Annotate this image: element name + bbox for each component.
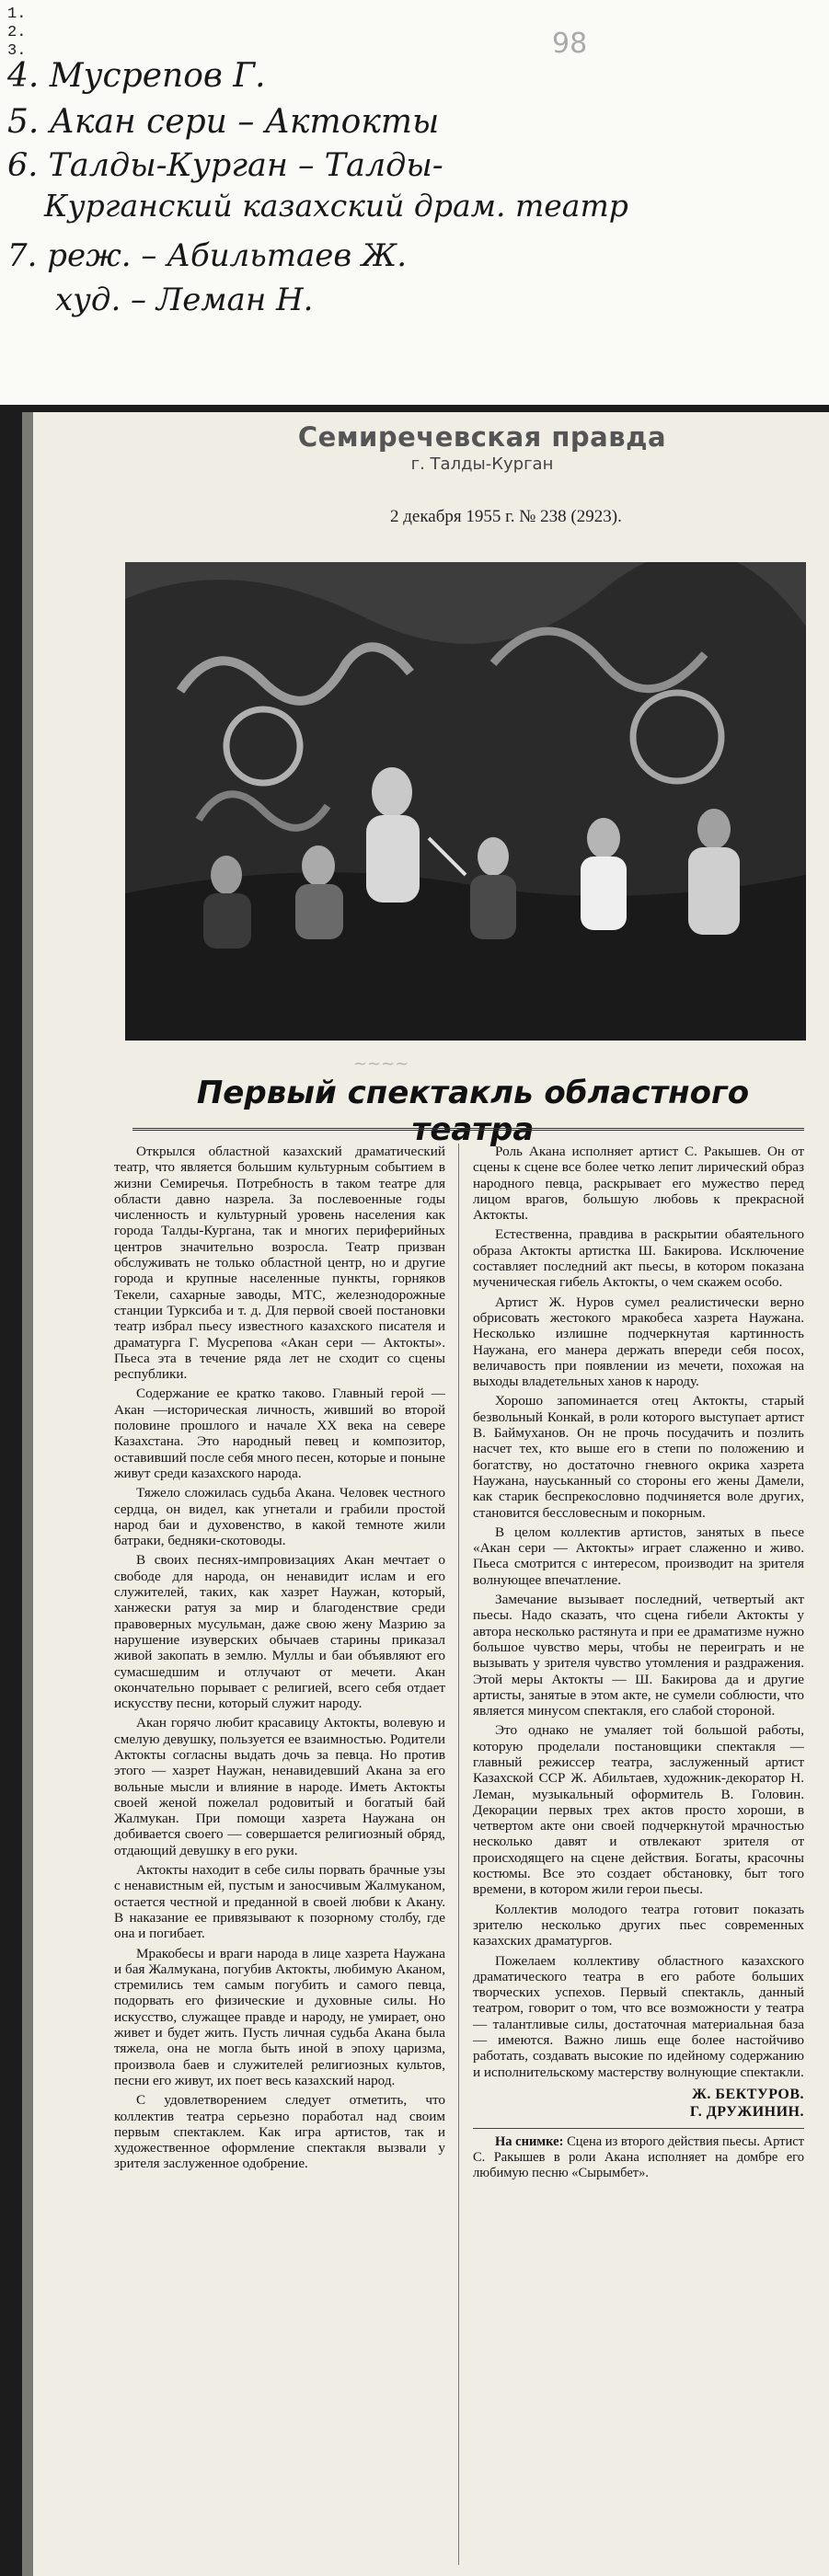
card-theatre: Курганский казахский драм. театр xyxy=(44,188,628,224)
newspaper-clipping xyxy=(22,412,829,2576)
paragraph: Замечание вызывает последний, четвертый акт пьесы. Надо сказать, что сцена гибели Актокты у автора несколько растянута и при ее драматизме нужно большое чувство меры, чтобы не переиграть и не вызывать у зрителя чувство утомления и раздражения. Этой меры Актокты — Ш. Бакирова да и другие артисты, занятые в этом акте, не сумели соблюсти, что является минусом спектакля, его слабой стороной. xyxy=(473,1592,804,1719)
paragraph: Тяжело сложилась судьба Акана. Человек честного сердца, он видел, как угнетали и грабили простой народ баи и духовенство, в какой темноте жили батраки, бедняки-скотоводы. xyxy=(114,1485,445,1549)
paragraph: Мракобесы и враги народа в лице хазрета Наужана и бая Жалмукана, погубив Актокты, любимую Аканом, стремились тем самым погубить и самого певца, подорвать его физические и духовные силы. Но искусство, служащее правде и народу, не умирает, оно живет и будет жить. Пусть личная судьба Акана была тяжела, она не могла быть иной в эпоху царизма, произвола баев и служителей религиозных культов, песни его живут, их поет весь казахский народ. xyxy=(114,1945,445,2088)
card-number: 3. xyxy=(7,42,27,60)
card-author: 4. Мусрепов Г. xyxy=(7,57,266,95)
author: Г. ДРУЖИНИН. xyxy=(689,2103,804,2120)
paragraph: Естественна, правдива в раскрытии обаятельного образа Актокты артистка Ш. Бакирова. Исключение составляет последний акт пьесы, в котором показана мученическая гибель Актокты, о чем скажем особо. xyxy=(473,1226,804,1291)
paragraph: Актокты находит в себе силы порвать брачные узы с ненавистным ей, пустым и заносчивым Жалмуканом, остается честной и преданной в своей любви к Акану. В наказание ее привязывают к позорному столбу, где она и погибает. xyxy=(114,1862,445,1942)
card-director: 7. реж. – Абильтаев Ж. xyxy=(7,237,407,274)
paragraph: Коллектив молодого театра готовит показать зрителю несколько других пьес современных казахских драматургов. xyxy=(473,1901,804,1949)
theatre-scene-photo xyxy=(125,562,806,1041)
paragraph: С удовлетворением следует отметить, что коллектив театра серьезно поработал над своим первым спектаклем. Как игра артистов, так и художественное оформление спектакля вызвали у зрителя заслуженное одобрение. xyxy=(114,2092,445,2172)
masthead-city: г. Талды-Курган xyxy=(410,454,554,474)
photo-caption xyxy=(473,2134,804,2181)
paragraph: Хорошо запоминается отец Актокты, старый безвольный Конкай, в роли которого выступает артист В. Баймуханов. Он не прочь посудачить и позлить насчет тех, кто выше его в степи по положению и богатству, но достаточно гневного окрика хазрета Наужана, науськанный со стороны его жены Дамели, как старик беспрекословно подчиняется воле других, становится бессловесным и покорным. xyxy=(473,1393,804,1521)
paragraph: Пожелаем коллективу областного казахского драматического театра в его работе больших творческих успехов. Первый спектакль, данный театром, говорит о том, что все возможности у театра — талантливые силы, достаточная материальная база — имеются. Важно лишь еще более настойчиво работать, создавать высокие по идейному содержанию и исполнительскому мастерству волнующие спектакли. xyxy=(473,1952,804,2080)
caption-rule xyxy=(473,2128,804,2129)
dateline: 2 декабря 1955 г. № 238 (2923). xyxy=(390,507,622,526)
card-line-numbers xyxy=(7,6,26,61)
newspaper-header xyxy=(289,421,675,474)
card-artist: худ. – Леман Н. xyxy=(55,282,314,318)
index-card xyxy=(0,0,829,405)
card-city: 6. Талды-Курган – Талды- xyxy=(7,147,443,184)
caption-text: Сцена из второго действия пьесы. Артист С. Ракышев в роли Акана исполняет на домбре его любимую песню «Сырымбет». xyxy=(473,2133,805,2180)
stamp-smudge: ~~~~ xyxy=(353,1054,409,1074)
paragraph: Артист Ж. Нуров сумел реалистически верно обрисовать жестокого мракобеса хазрета Наужана. Несколько излишне подчеркнутая картинность Наужана, его манера держать впереди себя посох, величавость при появлении из мечети, похожая на выходы владетельных ханов к народу. xyxy=(473,1294,804,1390)
paragraph: Открылся областной казахский драматический театр, что является большим культурным событием в жизни Семиречья. Потребность в таком театре для области давно назрела. За послевоенные годы численность и культурный уровень населения как города Талды-Кургана, так и многих периферийных центров значительно возросла. Театр призван обслуживать не только областной центр, но и другие города и крупные населенные пункты, горняков Текели, сахарные заводы, МТС, железнодорожные станции Турксиба и т. д. Для первой своей постановки театр избрал пьесу известного казахского писателя и драматурга Г. Мусрепова «Акан сери — Актокты». Пьеса эта в течение ряда лет не сходит со сцены республики. xyxy=(114,1144,445,1383)
caption-label: На снимке: xyxy=(495,2133,564,2149)
page-number-mark: 98 xyxy=(552,28,588,60)
photo-rendering xyxy=(125,562,806,1041)
authors-signature xyxy=(473,2086,804,2121)
paragraph: Роль Акана исполняет артист С. Ракышев. Он от сцены к сцене все более четко лепит лирический образ народного певца, раскрывает его мужество перед лицом врагов, большую любовь к прекрасной Актокты. xyxy=(473,1144,804,1224)
card-number: 2. xyxy=(7,24,27,41)
article-title: Первый спектакль областного театра xyxy=(196,1075,750,1148)
card-play-title: 5. Акан сери – Актокты xyxy=(7,103,440,141)
paragraph: В целом коллектив артистов, занятых в пьесе «Акан сери — Актокты» играет слаженно и живо. Пьеса смотрится с интересом, производит на зрителя волнующее впечатление. xyxy=(473,1524,804,1588)
paragraph: Акан горячо любит красавицу Актокты, волевую и смелую девушку, пользуется ее взаимностью. Родители Актокты согласны выдать дочь за певца. Но против этого — хазрет Наужан, ненавидевший Акана за его вольные мысли и влияние в народе. Иметь Актокты своей женой пожелал родовитый и богатый бай Жалмукан. При помощи хазрета Наужана он добивается своего — совершается религиозный обряд, отдающий девушку в его руки. xyxy=(114,1715,445,1858)
title-rule xyxy=(132,1128,804,1131)
card-number: 1. xyxy=(7,6,27,23)
clipping-edge xyxy=(22,412,33,2576)
column-divider xyxy=(458,1144,459,2565)
masthead: Семиречевская правда xyxy=(297,421,667,453)
paragraph: Это однако не умаляет той большой работы, которую проделали постановщики спектакля — главный режиссер театра, заслуженный артист Казахской ССР Ж. Абильтаев, художник-декоратор Н. Леман, музыкальный оформитель В. Головин. Декорации первых трех актов просто хороши, в четвертом акте они своей подчеркнутой мрачностью несколько давят и отвлекают зрителя от происходящего на сцене действия. Богаты, красочны костюмы. Все это создает обстановку, быт того времени, в котором жили герои пьесы. xyxy=(473,1722,804,1898)
article-column-left xyxy=(114,1144,445,2176)
article-column-right xyxy=(473,1144,804,2181)
author: Ж. БЕКТУРОВ. xyxy=(692,2086,804,2102)
paragraph: Содержание ее кратко таково. Главный герой — Акан —историческая личность, живший во второй половине прошлого и начале XX века на севере Казахстана. Это народный певец и композитор, оставивший после себя много песен, которые и поныне живут среди казахского народа. xyxy=(114,1386,445,1481)
paragraph: В своих песнях-импровизациях Акан мечтает о свободе для народа, он ненавидит ислам и его служителей, таких, как хазрет Наужан, который, ханжески ратуя за мир и благоденствие среди правоверных мусульман, даже свою жену Мазрию за нарушение изуверских обычаев старины приказал живой закопать в землю. Муллы и баи объявляют его сумасшедшим и отлучают от мечети. Акан окончательно порывает с религией, всего себя отдает искусству песни, который служит народу. xyxy=(114,1552,445,1712)
